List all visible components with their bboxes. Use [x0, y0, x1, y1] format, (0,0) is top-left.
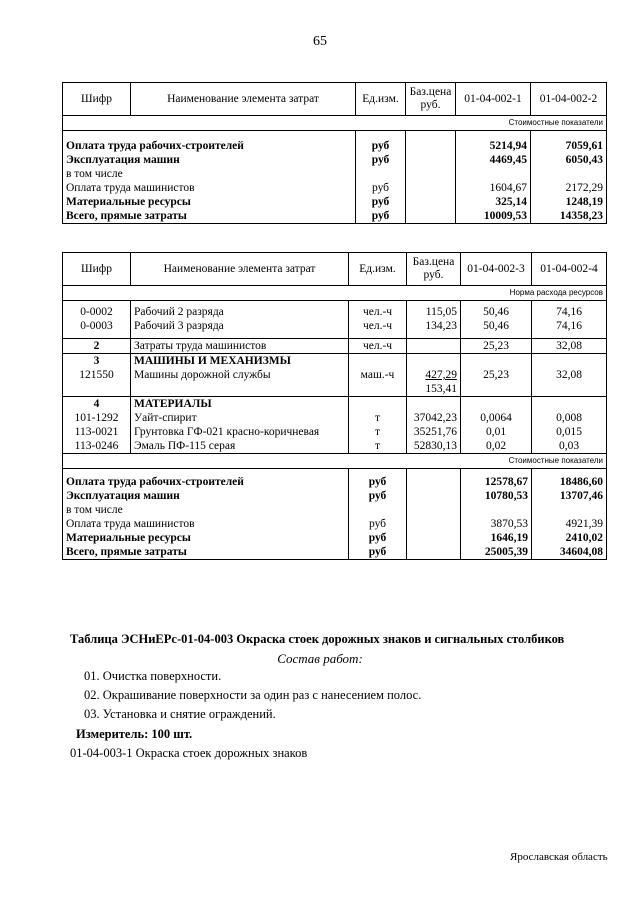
cost-label: Стоимостные показатели	[63, 454, 607, 469]
table-row: 121550 Машины дорожной службы маш.-ч 427,29 25,23 32,08	[63, 368, 607, 382]
header-name: Наименование элемента затрат	[131, 83, 356, 116]
table-row: Всего, прямые затраты руб 25005,39 34604,08	[63, 545, 607, 560]
header-unit: Ед.изм.	[349, 253, 407, 286]
section-subtitle: Состав работ:	[277, 651, 363, 666]
table-row: 4 МАТЕРИАЛЫ	[63, 397, 607, 412]
header-base-price: Баз.цена руб.	[406, 83, 456, 116]
footer-region: Ярославская область	[510, 851, 608, 863]
table-row: 0-0003 Рабочий 3 разряда чел.-ч 134,23 50,46 74,16	[63, 319, 607, 333]
table-row: 113-0246 Эмаль ПФ-115 серая т 52830,13 0,02 0,03	[63, 439, 607, 454]
table-row: 113-0021 Грунтовка ГФ-021 красно-коричневая т 35251,76 0,01 0,015	[63, 425, 607, 439]
table-row: Оплата труда рабочих-строителей руб 5214,94 7059,61	[63, 139, 607, 153]
table-row: Эксплуатация машин руб 10780,53 13707,46	[63, 489, 607, 503]
header-col-1: 01-04-002-1	[456, 83, 531, 116]
work-item: 02. Окрашивание поверхности за один раз с нанесением полос.	[84, 688, 422, 702]
table-row: 3 МАШИНЫ И МЕХАНИЗМЫ	[63, 354, 607, 369]
table-row: Материальные ресурсы руб 325,14 1248,19	[63, 195, 607, 209]
header-name: Наименование элемента затрат	[131, 253, 349, 286]
section-title: Таблица ЭСНиЕРс-01-04-003 Окраска стоек дорожных знаков и сигнальных столбиков	[70, 632, 565, 646]
header-code: Шифр	[63, 253, 131, 286]
section-label: Стоимостные показатели	[63, 116, 607, 131]
header-base-price: Баз.цена руб.	[407, 253, 461, 286]
table-row: Оплата труда машинистов руб 3870,53 4921,39	[63, 517, 607, 531]
table-row: 153,41	[63, 382, 607, 397]
cost-table-2	[62, 252, 607, 560]
header-col-4: 01-04-002-4	[532, 253, 607, 286]
table-row: Оплата труда рабочих-строителей руб 12578,67 18486,60	[63, 475, 607, 489]
table-row: 101-1292 Уайт-спирит т 37042,23 0,0064 0,008	[63, 411, 607, 425]
table-row: в том числе	[63, 503, 607, 517]
table-row: Эксплуатация машин руб 4469,45 6050,43	[63, 153, 607, 167]
header-code: Шифр	[63, 83, 131, 116]
table-row: Материальные ресурсы руб 1646,19 2410,02	[63, 531, 607, 545]
work-item: 03. Установка и снятие ограждений.	[84, 707, 276, 721]
table-row: в том числе	[63, 167, 607, 181]
work-item: 01. Очистка поверхности.	[84, 669, 222, 683]
measure-unit: Измеритель: 100 шт.	[76, 727, 193, 741]
table-row: 0-0002 Рабочий 2 разряда чел.-ч 115,05 50,46 74,16	[63, 305, 607, 319]
norm-label: Норма расхода ресурсов	[63, 286, 607, 301]
cost-table-1	[62, 82, 607, 224]
header-col-3: 01-04-002-3	[461, 253, 532, 286]
table-row: Всего, прямые затраты руб 10009,53 14358,23	[63, 209, 607, 224]
section-label-row	[63, 116, 607, 131]
table-row: 2 Затраты труда машинистов чел.-ч 25,23 32,08	[63, 339, 607, 354]
header-unit: Ед.изм.	[356, 83, 406, 116]
code-line: 01-04-003-1 Окраска стоек дорожных знаков	[70, 746, 308, 760]
table-row: Оплата труда машинистов руб 1604,67 2172,29	[63, 181, 607, 195]
header-col-2: 01-04-002-2	[531, 83, 607, 116]
page-number: 65	[313, 34, 327, 49]
